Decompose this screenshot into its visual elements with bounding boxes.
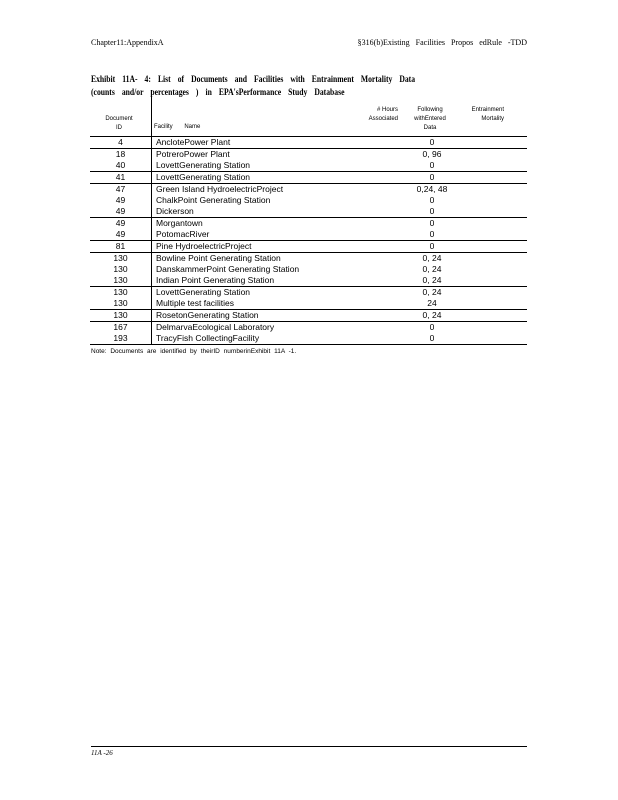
exhibit-title-line-2: (counts and/or percentages ) in EPA'sPerformance Study Database [91, 87, 345, 97]
cell-hours: 0 [429, 195, 435, 205]
cell-document-id: 130 [90, 310, 152, 322]
table-row [90, 333, 527, 345]
cell-hours: 0 [429, 241, 435, 251]
cell-facility-name: Bowline Point Generating Station [156, 253, 281, 263]
cell-document-id: 49 [90, 195, 152, 206]
column-divider [151, 90, 152, 136]
column-header-text: Entrainment [471, 107, 504, 113]
cell-hours: 0, 24 [422, 264, 442, 274]
cell-hours: 0 [429, 322, 435, 332]
table-row [90, 275, 527, 287]
row-group [90, 241, 527, 253]
footer-rule [91, 746, 527, 747]
table-column-headers [90, 104, 527, 136]
row-group [90, 253, 527, 287]
row-group [90, 218, 527, 241]
table-row [90, 206, 527, 218]
exhibit-title-line-1: Exhibit 11A- 4: List of Documents and Facilities with Entrainment Mortality Data [91, 74, 416, 84]
running-header-right: §316(b)Existing Facilities Propos edRule -TDD [357, 38, 527, 47]
table-row [90, 287, 527, 299]
cell-hours: 0, 96 [422, 149, 442, 159]
cell-document-id: 40 [90, 160, 152, 172]
cell-facility-name: AnclotePower Plant [156, 137, 231, 147]
cell-hours: 0,24, 48 [416, 184, 448, 194]
table-row [90, 264, 527, 275]
table-row [90, 229, 527, 241]
running-header-left: Chapter11:AppendixA [91, 38, 164, 47]
cell-facility-name: LovettGenerating Station [156, 172, 251, 182]
table-row [90, 298, 527, 310]
table-row [90, 322, 527, 334]
cell-facility-name: Pine HydroelectricProject [156, 241, 252, 251]
table-row [90, 195, 527, 206]
cell-document-id: 49 [90, 218, 152, 230]
documents-table [90, 136, 527, 345]
exhibit-title [91, 73, 415, 99]
table-row [90, 184, 527, 196]
cell-document-id: 130 [90, 298, 152, 310]
row-group [90, 137, 527, 149]
cell-facility-name: PotreroPower Plant [156, 149, 230, 159]
cell-facility-name: LovettGenerating Station [156, 287, 251, 297]
column-header-text: Associated [368, 116, 398, 122]
cell-document-id: 47 [90, 184, 152, 196]
column-header-document-id [90, 115, 148, 133]
column-header-text: Document [105, 116, 133, 122]
table-row [90, 172, 527, 184]
cell-facility-name: Indian Point Generating Station [156, 275, 275, 285]
cell-hours: 0 [429, 218, 435, 228]
cell-facility-name: PotomacRiver [156, 229, 210, 239]
row-group [90, 172, 527, 184]
cell-facility-name: DanskammerPoint Generating Station [156, 264, 300, 274]
cell-document-id: 167 [90, 322, 152, 334]
table-container [90, 136, 527, 356]
cell-document-id: 130 [90, 275, 152, 287]
cell-hours: 0, 24 [422, 253, 442, 263]
cell-facility-name: Multiple test facilities [156, 298, 234, 308]
row-group [90, 149, 527, 172]
cell-hours: 0 [429, 172, 435, 182]
row-group [90, 184, 527, 218]
cell-document-id: 41 [90, 172, 152, 184]
cell-document-id: 49 [90, 229, 152, 241]
cell-facility-name: Green Island HydroelectricProject [156, 184, 284, 194]
row-group [90, 287, 527, 310]
table-row [90, 149, 527, 161]
cell-facility-name: RosetonGenerating Station [156, 310, 259, 320]
cell-hours: 0 [429, 137, 435, 147]
column-header-text: Data [423, 125, 437, 131]
cell-facility-name: LovettGenerating Station [156, 160, 251, 170]
cell-document-id: 49 [90, 206, 152, 218]
table-row [90, 310, 527, 322]
cell-facility-name: DelmarvaEcological Laboratory [156, 322, 275, 332]
column-header-facility-name: Facility Name [154, 124, 201, 130]
row-group [90, 322, 527, 345]
cell-document-id: 4 [90, 137, 152, 149]
table-row [90, 218, 527, 230]
cell-document-id: 193 [90, 333, 152, 345]
cell-hours: 24 [427, 298, 437, 308]
cell-hours: 0, 24 [422, 310, 442, 320]
cell-document-id: 130 [90, 253, 152, 265]
cell-hours: 0 [429, 160, 435, 170]
table-row [90, 253, 527, 265]
column-header-text: Mortality [481, 116, 504, 122]
cell-hours: 0 [429, 229, 435, 239]
column-header-text: # Hours [376, 107, 398, 113]
cell-document-id: 130 [90, 287, 152, 299]
column-header-hours [338, 106, 398, 124]
cell-hours: 0, 24 [422, 275, 442, 285]
cell-hours: 0 [429, 206, 435, 216]
column-header-text: Following [417, 107, 443, 113]
page-number: 11A -26 [91, 749, 113, 757]
column-header-entrainment-mortality [460, 106, 504, 124]
cell-hours: 0, 24 [422, 287, 442, 297]
column-header-text: ID [116, 125, 122, 131]
cell-facility-name: TracyFish CollectingFacility [156, 333, 260, 343]
cell-document-id: 130 [90, 264, 152, 275]
table-row [90, 160, 527, 172]
cell-facility-name: ChalkPoint Generating Station [156, 195, 271, 205]
cell-document-id: 81 [90, 241, 152, 253]
cell-hours: 0 [429, 333, 435, 343]
table-note: Note: Documents are identified by theirID numberinExhibit 11A -1. [91, 348, 297, 355]
column-header-text: withEntered [414, 116, 446, 122]
table-row [90, 241, 527, 253]
cell-facility-name: Dickerson [156, 206, 194, 216]
cell-document-id: 18 [90, 149, 152, 161]
column-header-following [406, 106, 454, 133]
cell-facility-name: Morgantown [156, 218, 203, 228]
row-group [90, 310, 527, 322]
table-row [90, 137, 527, 149]
